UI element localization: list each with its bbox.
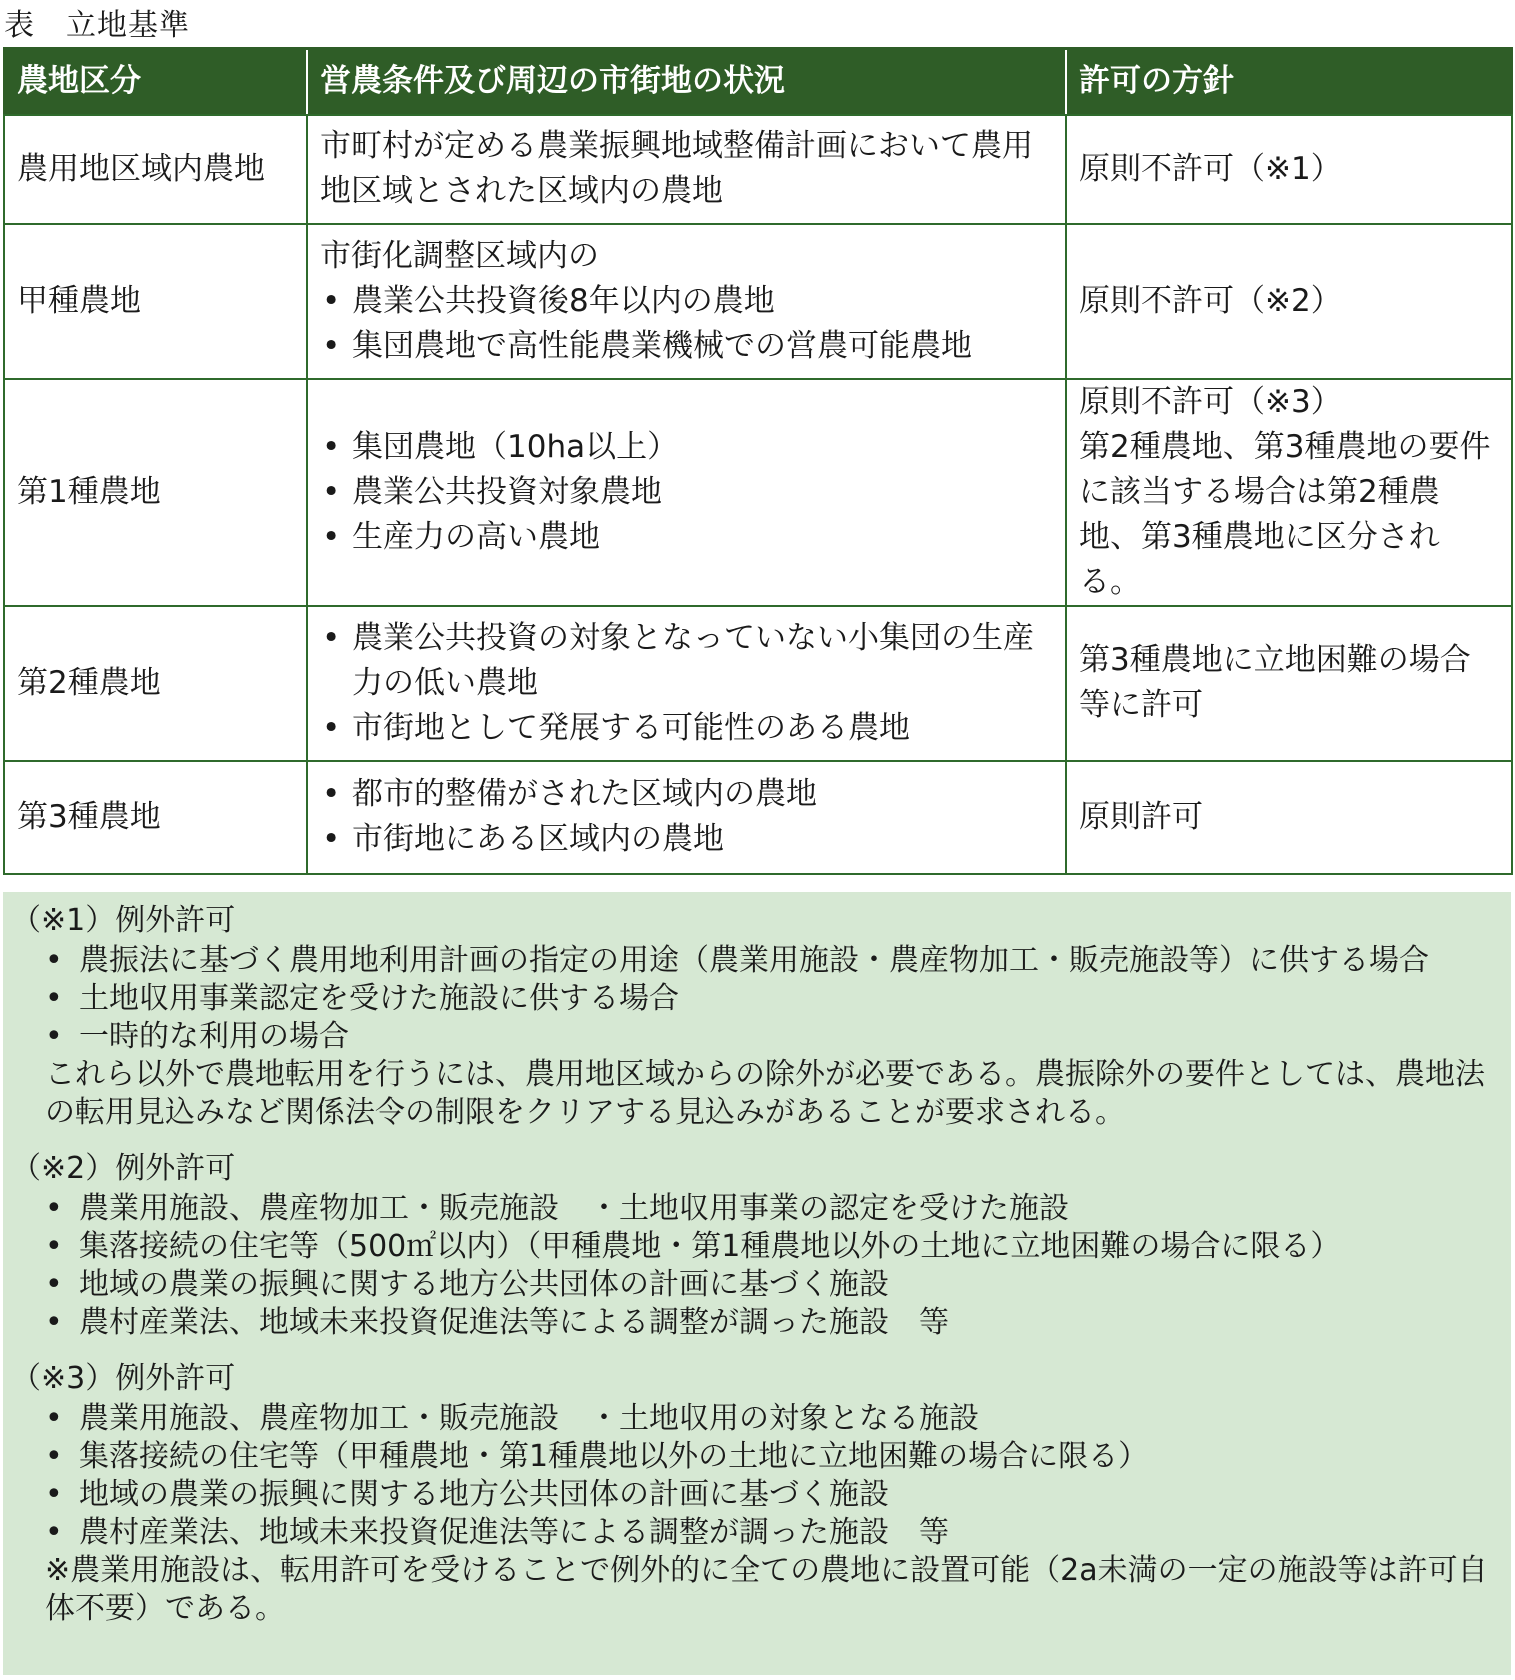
cell-policy: 第3種農地に立地困難の場合等に許可 (1066, 606, 1512, 761)
cell-conditions (307, 606, 1066, 761)
table-row (4, 115, 1512, 224)
conditions-intro: 市街化調整区域内の (320, 237, 599, 274)
note-heading: （※2）例外許可 (11, 1151, 236, 1186)
cell-category: 第3種農地 (4, 761, 307, 874)
header-farmland-category: 農地区分 (4, 49, 307, 115)
note-heading: （※3）例外許可 (11, 1361, 236, 1396)
table-row (4, 379, 1512, 606)
table-row (4, 224, 1512, 379)
note-exception-3 (11, 1360, 1503, 1628)
list-item: • 農業用施設、農産物加工・販売施設 ・土地収用の対象となる施設 (45, 1400, 1503, 1438)
table-row (4, 606, 1512, 761)
cell-conditions (307, 379, 1066, 606)
list-item: • 地域の農業の振興に関する地方公共団体の計画に基づく施設 (45, 1476, 1503, 1514)
table-row (4, 761, 1512, 874)
list-item: • 農業用施設、農産物加工・販売施設 ・土地収用事業の認定を受けた施設 (45, 1190, 1503, 1228)
cell-category: 第2種農地 (4, 606, 307, 761)
list-item: • 地域の農業の振興に関する地方公共団体の計画に基づく施設 (45, 1266, 1503, 1304)
cell-conditions (307, 224, 1066, 379)
cell-category: 第1種農地 (4, 379, 307, 606)
list-item: • 土地収用事業認定を受けた施設に供する場合 (45, 980, 1503, 1018)
cell-category: 農用地区域内農地 (4, 115, 307, 224)
list-item: • 農業公共投資の対象となっていない小集団の生産力の低い農地 (320, 616, 1053, 706)
list-item: • 都市的整備がされた区域内の農地 (320, 772, 1053, 817)
cell-policy: 原則許可 (1066, 761, 1512, 874)
note-paragraph: ※農業用施設は、転用許可を受けることで例外的に全ての農地に設置可能（2a未満の一定の施設等は許可自体不要）である。 (45, 1553, 1488, 1626)
list-item: • 農振法に基づく農用地利用計画の指定の用途（農業用施設・農産物加工・販売施設等）に供する場合 (45, 942, 1503, 980)
note-paragraph: これら以外で農地転用を行うには、農用地区域からの除外が必要である。農振除外の要件としては、農地法の転用見込みなど関係法令の制限をクリアする見込みがあることが要求される。 (45, 1057, 1485, 1130)
list-item: • 市街地として発展する可能性のある農地 (320, 706, 1053, 751)
note-exception-2 (11, 1150, 1503, 1342)
note-heading: （※1）例外許可 (11, 903, 236, 938)
note-exception-1 (11, 902, 1503, 1132)
header-permit-policy: 許可の方針 (1066, 49, 1512, 115)
list-item: • 一時的な利用の場合 (45, 1018, 1503, 1056)
list-item: • 集団農地（10ha以上） (320, 425, 1053, 470)
list-item: • 生産力の高い農地 (320, 515, 1053, 560)
list-item: • 農村産業法、地域未来投資促進法等による調整が調った施設 等 (45, 1514, 1503, 1552)
cell-conditions: 市町村が定める農業振興地域整備計画において農用地区域とされた区域内の農地 (307, 115, 1066, 224)
cell-category: 甲種農地 (4, 224, 307, 379)
table-caption: 表 立地基準 (4, 8, 190, 43)
list-item: • 市街地にある区域内の農地 (320, 817, 1053, 862)
cell-policy: 原則不許可（※1） (1066, 115, 1512, 224)
list-item: • 集落接続の住宅等（500㎡以内）（甲種農地・第1種農地以外の土地に立地困難の場合に限る） (45, 1228, 1503, 1266)
cell-policy: 原則不許可（※3） 第2種農地、第3種農地の要件に該当する場合は第2種農地、第3種農地に区分される。 (1066, 379, 1512, 606)
list-item: • 集落接続の住宅等（甲種農地・第1種農地以外の土地に立地困難の場合に限る） (45, 1438, 1503, 1476)
table-header-row (4, 49, 1512, 115)
list-item: • 農業公共投資対象農地 (320, 470, 1053, 515)
list-item: • 農村産業法、地域未来投資促進法等による調整が調った施設 等 (45, 1304, 1503, 1342)
header-conditions: 営農条件及び周辺の市街地の状況 (307, 49, 1066, 115)
list-item: • 農業公共投資後8年以内の農地 (320, 279, 1053, 324)
list-item: • 集団農地で高性能農業機械での営農可能農地 (320, 324, 1053, 369)
siting-criteria-table (3, 47, 1513, 875)
notes-panel (3, 892, 1511, 1675)
cell-conditions (307, 761, 1066, 874)
cell-policy: 原則不許可（※2） (1066, 224, 1512, 379)
